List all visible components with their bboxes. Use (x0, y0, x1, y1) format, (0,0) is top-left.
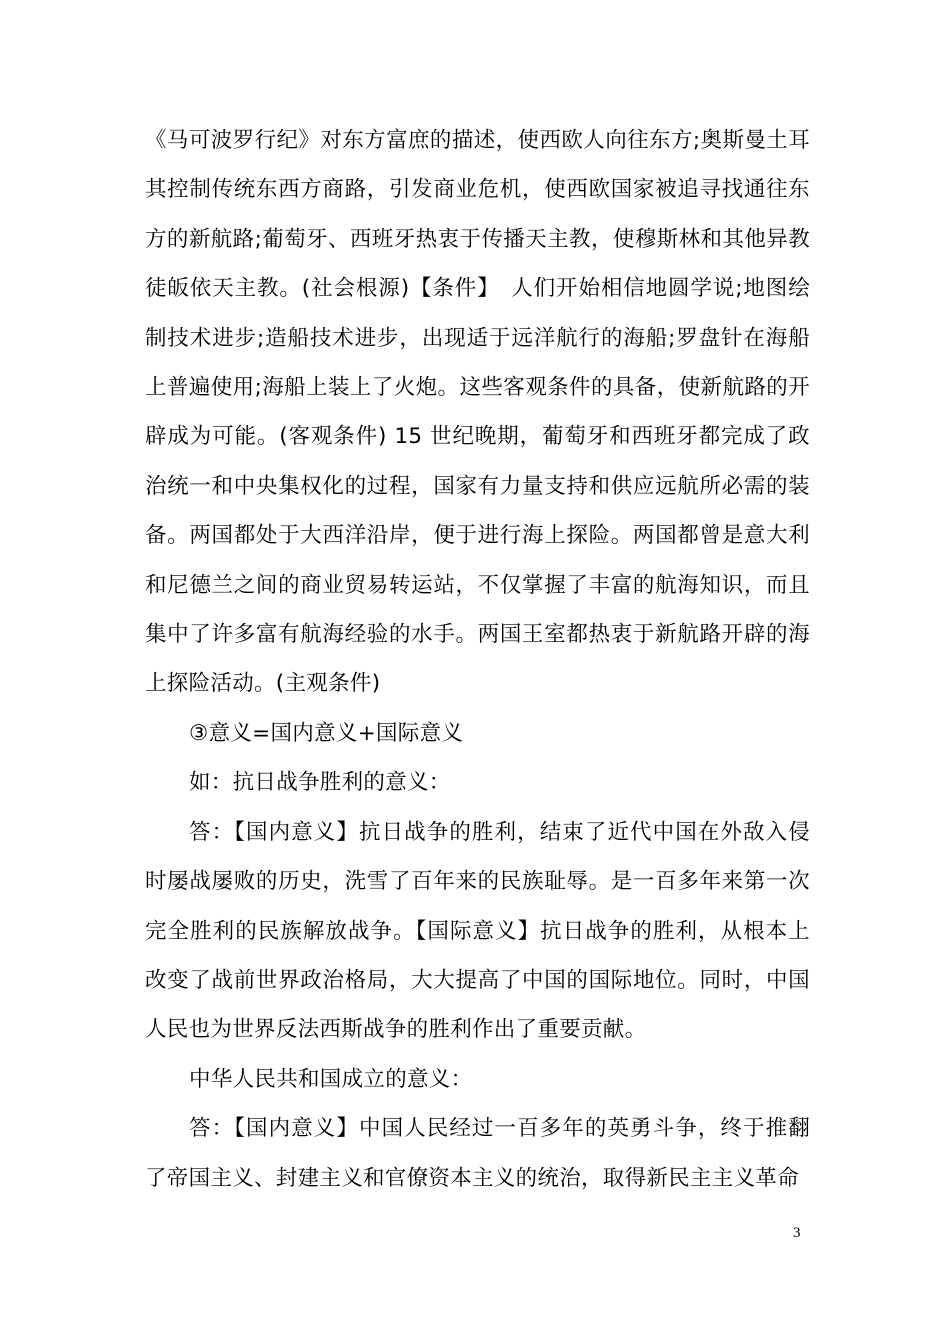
paragraph-anti-japanese-war-answer: 答：【国内意义】抗日战争的胜利，结束了近代中国在外敌入侵时屡战屡败的历史，洗雪了百年来的民族耻辱。是一百多年来第一次完全胜利的民族解放战争。【国际意义】抗日战争的胜利，从根本上改变了战前世界政治格局，大大提高了中国的国际地位。同时，中国人民也为世界反法西斯战争的胜利作出了重要贡献。 (145, 819, 810, 1043)
page-number: 3 (793, 1225, 801, 1241)
document-body (145, 116, 810, 1203)
paragraph-prc-founding-heading: 中华人民共和国成立的意义： (189, 1066, 473, 1092)
paragraph-significance-formula: ③意义=国内意义+国际意义 (189, 720, 464, 746)
paragraph-example-heading: 如：抗日战争胜利的意义： (189, 770, 451, 796)
paragraph-new-route-conditions: 《马可波罗行纪》对东方富庶的描述，使西欧人向往东方;奥斯曼土耳其控制传统东西方商路，引发商业危机，使西欧国家被追寻找通往东方的新航路;葡萄牙、西班牙热衷于传播天主教，使穆斯林和其他异教徒皈依天主教。(社会根源)【条件】 人们开始相信地圆学说;地图绘制技术进步;造船技术进步，出现适于远洋航行的海船;罗盘针在海船上普遍使用;海船上装上了火炮。这些客观条件的具备，使新航路的开辟成为可能。(客观条件) 15 世纪晚期，葡萄牙和西班牙都完成了政治统一和中央集权化的过程，国家有力量支持和供应远航所必需的装备。两国都处于大西洋沿岸，便于进行海上探险。两国都曾是意大利和尼德兰之间的商业贸易转运站，不仅掌握了丰富的航海知识，而且集中了许多富有航海经验的水手。两国王室都热衷于新航路开辟的海上探险活动。(主观条件) (145, 128, 810, 697)
paragraph-prc-founding-answer: 答：【国内意义】中国人民经过一百多年的英勇斗争，终于推翻了帝国主义、封建主义和官僚资本主义的统治，取得新民主主义革命 (145, 1116, 810, 1191)
